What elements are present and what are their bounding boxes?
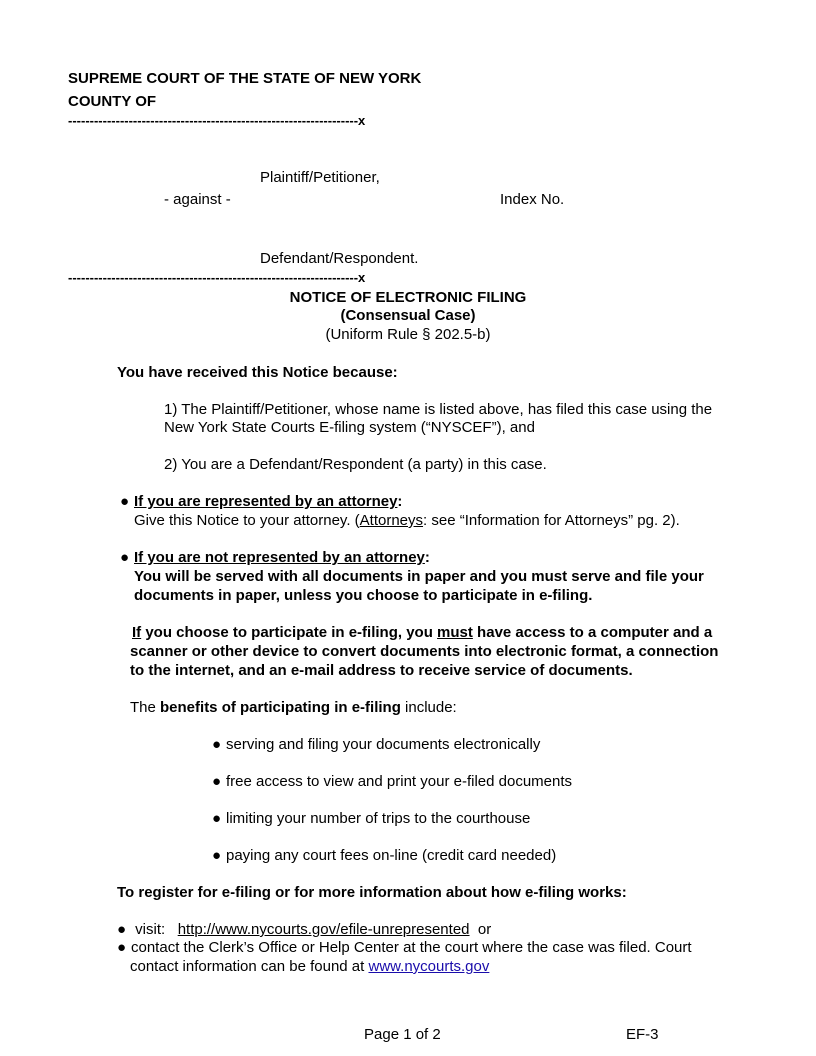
bullet-icon: ● — [212, 847, 222, 864]
paper-service-line-1: You will be served with all documents in paper and you must serve and file your — [134, 568, 704, 585]
benefits-the: The — [130, 699, 161, 716]
benefit-text: free access to view and print your e-filed documents — [226, 773, 573, 790]
represented-text-b: : see “Information for Attorneys” pg. 2). — [423, 512, 680, 529]
register-heading: To register for e-filing or for more information about how e-filing works: — [117, 884, 627, 901]
participation-text-b: have access to a computer and a — [472, 624, 713, 641]
form-number: EF-3 — [626, 1026, 659, 1043]
visit-label: visit: — [135, 921, 166, 938]
reason-1-line-2: New York State Courts E-filing system (“NYSCEF”), and — [164, 419, 535, 436]
contact-text-1: contact the Clerk’s Office or Help Center at the court where the case was filed. Court — [131, 939, 692, 956]
notice-title: NOTICE OF ELECTRONIC FILING — [289, 289, 527, 306]
benefit-item — [212, 735, 540, 754]
represented-text — [134, 511, 680, 530]
participation-line-3: to the internet, and an e-mail address to receive service of documents. — [130, 662, 633, 679]
participation-line-1 — [132, 623, 712, 642]
defendant-label: Defendant/Respondent. — [260, 250, 419, 267]
visit-line — [117, 920, 491, 939]
must-word: must — [437, 624, 473, 641]
colon: : — [397, 493, 403, 510]
paper-service-line-2: documents in paper, unless you choose to participate in e-filing. — [134, 587, 593, 604]
bullet-icon: ● — [212, 773, 222, 790]
participation-text-a: you choose to participate in e-filing, you — [141, 624, 438, 641]
represented-text-a: Give this Notice to your attorney. ( — [134, 512, 360, 529]
caption-divider-top: -------------------------------------------------------------------x — [68, 113, 366, 128]
benefit-text: serving and filing your documents electronically — [226, 736, 541, 753]
bullet-icon: ● — [212, 736, 222, 753]
caption-divider-bottom: -------------------------------------------------------------------x — [68, 270, 366, 285]
represented-heading: If you are represented by an attorney — [134, 493, 398, 510]
received-heading: You have received this Notice because: — [117, 364, 398, 381]
benefit-text: paying any court fees on-line (credit card needed) — [226, 847, 557, 864]
not-represented-heading-line — [120, 548, 430, 567]
benefits-bold: benefits of participating in e-filing — [160, 699, 401, 716]
participation-line-2: scanner or other device to convert documents into electronic format, a connection — [130, 643, 719, 660]
benefit-item — [212, 772, 572, 791]
page-number: Page 1 of 2 — [364, 1026, 441, 1043]
uniform-rule: (Uniform Rule § 202.5-b) — [325, 326, 491, 343]
contact-line-1 — [117, 938, 692, 957]
notice-subtitle: (Consensual Case) — [340, 307, 476, 324]
contact-line-2 — [130, 957, 489, 976]
not-represented-heading: If you are not represented by an attorney — [134, 549, 425, 566]
or-word: or — [477, 921, 492, 938]
bullet-icon: ● — [117, 939, 127, 956]
benefit-item — [212, 846, 556, 865]
benefits-include: include: — [400, 699, 457, 716]
bullet-icon: ● — [120, 493, 130, 510]
efile-unrepresented-link[interactable]: http://www.nycourts.gov/efile-unrepresented — [177, 921, 470, 938]
benefit-item — [212, 809, 530, 828]
against-label: - against - — [164, 191, 231, 208]
reason-2: 2) You are a Defendant/Respondent (a party) in this case. — [164, 456, 547, 473]
represented-heading-line — [120, 492, 402, 511]
reason-1-line-1: 1) The Plaintiff/Petitioner, whose name is listed above, has filed this case using the — [164, 401, 713, 418]
bullet-icon: ● — [117, 921, 127, 938]
bullet-icon: ● — [120, 549, 130, 566]
benefit-text: limiting your number of trips to the courthouse — [226, 810, 531, 827]
plaintiff-label: Plaintiff/Petitioner, — [260, 169, 380, 186]
index-number-label: Index No. — [500, 191, 565, 208]
bullet-icon: ● — [212, 810, 222, 827]
if-word: If — [132, 624, 142, 641]
attorneys-word: Attorneys — [359, 512, 424, 529]
contact-text-2: contact information can be found at — [130, 958, 369, 975]
nycourts-link[interactable]: www.nycourts.gov — [368, 958, 490, 975]
colon: : — [424, 549, 430, 566]
county-label: COUNTY OF — [68, 93, 157, 110]
benefits-intro — [130, 698, 457, 717]
court-name: SUPREME COURT OF THE STATE OF NEW YORK — [68, 70, 422, 87]
